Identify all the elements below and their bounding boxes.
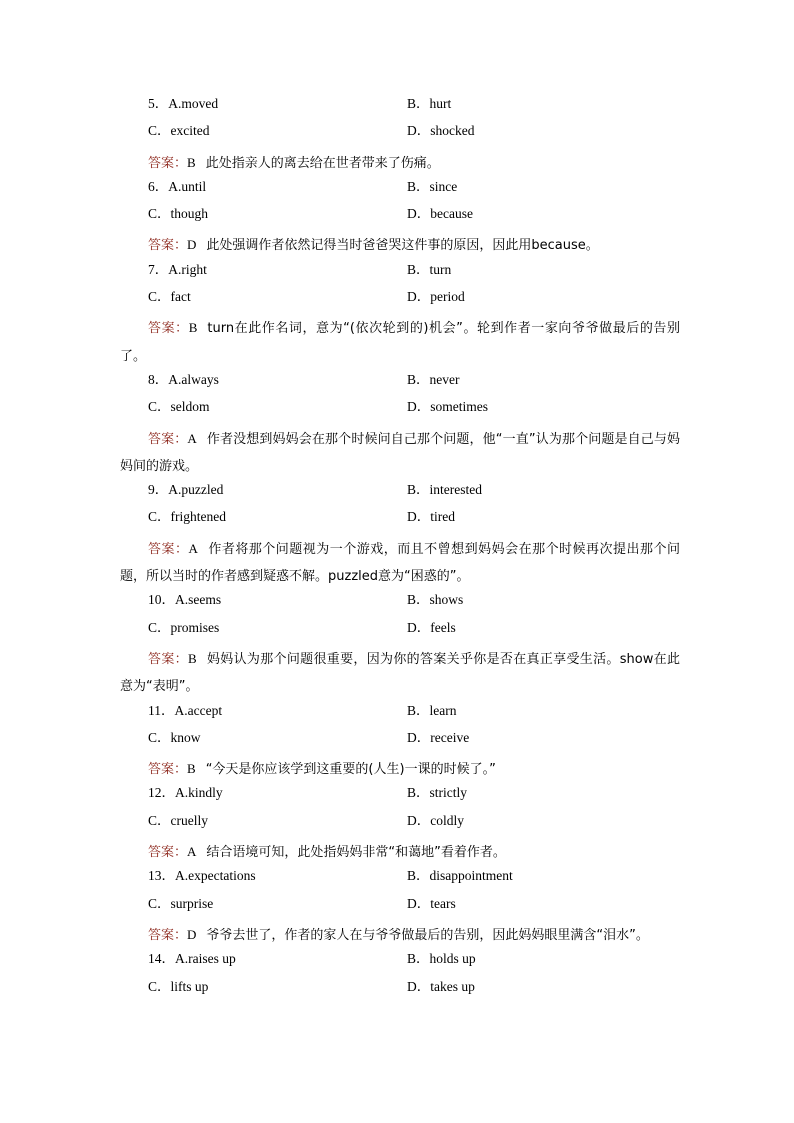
question-block <box>120 701 680 784</box>
option-d: D．period <box>407 289 465 305</box>
option-b: B．never <box>407 371 460 387</box>
options-row <box>120 370 680 397</box>
option-a <box>148 260 207 280</box>
option-c: C．frightened <box>148 509 226 525</box>
option-a <box>148 370 219 390</box>
answer-explanation <box>120 425 680 481</box>
question-number: 10． <box>148 592 175 608</box>
question-block <box>120 949 680 1004</box>
option-c: C．though <box>148 206 209 222</box>
options-row <box>120 618 680 645</box>
option-d: D．takes up <box>407 978 475 994</box>
option-a-text: A.seems <box>175 592 222 608</box>
answer-explanation <box>120 149 680 177</box>
option-b: B．holds up <box>407 951 476 967</box>
explanation-text: “今天是你应该学到这重要的(人生)一课的时候了。” <box>205 762 496 778</box>
question-block <box>120 590 680 700</box>
question-number: 14． <box>148 951 175 967</box>
answer-explanation <box>120 645 680 701</box>
option-c: C．excited <box>148 123 210 139</box>
option-c: C．seldom <box>148 399 210 415</box>
question-block <box>120 480 680 590</box>
option-d: D．receive <box>407 729 470 745</box>
option-a-text: A.expectations <box>175 868 256 884</box>
question-number: 13． <box>148 868 175 884</box>
options-row <box>120 397 680 424</box>
answer-label: 答案： <box>148 155 188 171</box>
question-number: 12． <box>148 785 175 801</box>
options-row <box>120 480 680 507</box>
option-b: B．turn <box>407 261 452 277</box>
options-row <box>120 287 680 314</box>
option-c: C．know <box>148 729 201 745</box>
answer-label: 答案： <box>148 762 188 778</box>
question-number: 6． <box>148 178 169 194</box>
answer-explanation <box>120 314 680 370</box>
option-c: C．cruelly <box>148 812 208 828</box>
answer-label: 答案： <box>148 431 188 447</box>
answer-key: B <box>188 320 198 336</box>
option-a <box>148 590 221 610</box>
options-row <box>120 977 680 1004</box>
option-a <box>148 783 223 803</box>
explanation-text: 结合语境可知，此处指妈妈非常“和蔼地”看着作者。 <box>206 845 506 861</box>
options-row <box>120 783 680 810</box>
option-d: D．sometimes <box>407 399 488 415</box>
answer-label: 答案： <box>148 321 189 337</box>
answer-explanation <box>120 755 680 783</box>
options-row <box>120 260 680 287</box>
options-row <box>120 204 680 231</box>
explanation-text: 作者将那个问题视为一个游戏，而且不曾想到妈妈会在那个时候再次提出那个问题，所以当时的作者感到疑惑不解。puzzled意为“困惑的”。 <box>120 541 680 585</box>
question-number: 8． <box>148 371 169 387</box>
answer-explanation <box>120 921 680 949</box>
option-b: B．learn <box>407 702 457 718</box>
options-row <box>120 507 680 534</box>
explanation-text: 此处强调作者依然记得当时爸爸哭这件事的原因，因此用because。 <box>206 238 599 254</box>
options-row <box>120 94 680 121</box>
option-a-text: A.moved <box>168 96 219 111</box>
question-block <box>120 260 680 370</box>
explanation-text: 作者没想到妈妈会在那个时候问自己那个问题，他“一直”认为那个问题是自己与妈妈间的游戏。 <box>120 431 680 474</box>
question-block <box>120 866 680 949</box>
option-c: C．lifts up <box>148 978 209 994</box>
question-block <box>120 370 680 480</box>
options-row <box>120 121 680 148</box>
answer-explanation <box>120 535 680 591</box>
options-row <box>120 949 680 976</box>
option-a-text: A.right <box>168 261 207 277</box>
option-a-text: A.raises up <box>175 951 236 967</box>
explanation-text: 妈妈认为那个问题很重要，因为你的答案关乎你是否在真正享受生活。show在此意为“表明”。 <box>120 651 680 695</box>
explanation-text: turn在此作名词，意为“(依次轮到的)机会”。轮到作者一家向爷爷做最后的告别了。 <box>120 321 680 364</box>
answer-label: 答案： <box>148 927 188 943</box>
explanation-text: 此处指亲人的离去给在世者带来了伤痛。 <box>205 155 440 171</box>
options-row <box>120 866 680 893</box>
option-b: B．shows <box>407 592 464 608</box>
options-row <box>120 728 680 755</box>
option-a <box>148 949 236 969</box>
question-list <box>120 94 680 1004</box>
answer-label: 答案： <box>148 238 188 254</box>
explanation-text: 爷爷去世了，作者的家人在与爷爷做最后的告别，因此妈妈眼里满含“泪水”。 <box>206 927 649 943</box>
option-a-text: A.accept <box>174 702 223 718</box>
option-b: B．since <box>407 178 458 194</box>
option-a <box>148 480 223 500</box>
option-b: B．strictly <box>407 785 467 801</box>
answer-label: 答案： <box>148 845 188 861</box>
option-b: B．disappointment <box>407 868 513 884</box>
option-c: C．fact <box>148 289 191 305</box>
option-a <box>148 94 218 114</box>
options-row <box>120 811 680 838</box>
option-d: D．because <box>407 206 473 222</box>
question-block <box>120 783 680 866</box>
answer-key: D <box>187 237 197 253</box>
option-a-text: A.until <box>168 178 207 194</box>
answer-explanation <box>120 838 680 866</box>
answer-key: D <box>187 926 197 942</box>
option-a-text: A.kindly <box>175 785 223 801</box>
answer-key: A <box>187 844 197 860</box>
options-row <box>120 177 680 204</box>
option-c: C．promises <box>148 619 220 635</box>
option-c: C．surprise <box>148 895 214 911</box>
option-a <box>148 177 206 197</box>
option-d: D．tired <box>407 509 455 525</box>
option-b: B．hurt <box>407 96 452 111</box>
question-number: 9． <box>148 482 169 498</box>
question-number: 11． <box>148 702 175 718</box>
option-d: D．shocked <box>407 123 475 139</box>
answer-explanation <box>120 231 680 259</box>
options-row <box>120 701 680 728</box>
options-row <box>120 590 680 617</box>
option-d: D．tears <box>407 895 456 911</box>
option-d: D．feels <box>407 619 456 635</box>
answer-key: B <box>187 761 196 777</box>
options-row <box>120 894 680 921</box>
option-b: B．interested <box>407 482 482 498</box>
answer-key: B <box>187 154 196 170</box>
answer-label: 答案： <box>148 651 188 667</box>
option-a <box>148 866 256 886</box>
question-block <box>120 177 680 260</box>
option-a-text: A.puzzled <box>168 482 224 498</box>
answer-key: A <box>188 540 198 556</box>
answer-key: A <box>187 430 197 446</box>
option-d: D．coldly <box>407 812 464 828</box>
question-block <box>120 94 680 177</box>
answer-key: B <box>187 650 197 666</box>
question-number: 7． <box>148 261 169 277</box>
answer-label: 答案： <box>148 541 189 557</box>
option-a-text: A.always <box>168 371 219 387</box>
option-a <box>148 701 222 721</box>
question-number: 5． <box>148 96 169 111</box>
